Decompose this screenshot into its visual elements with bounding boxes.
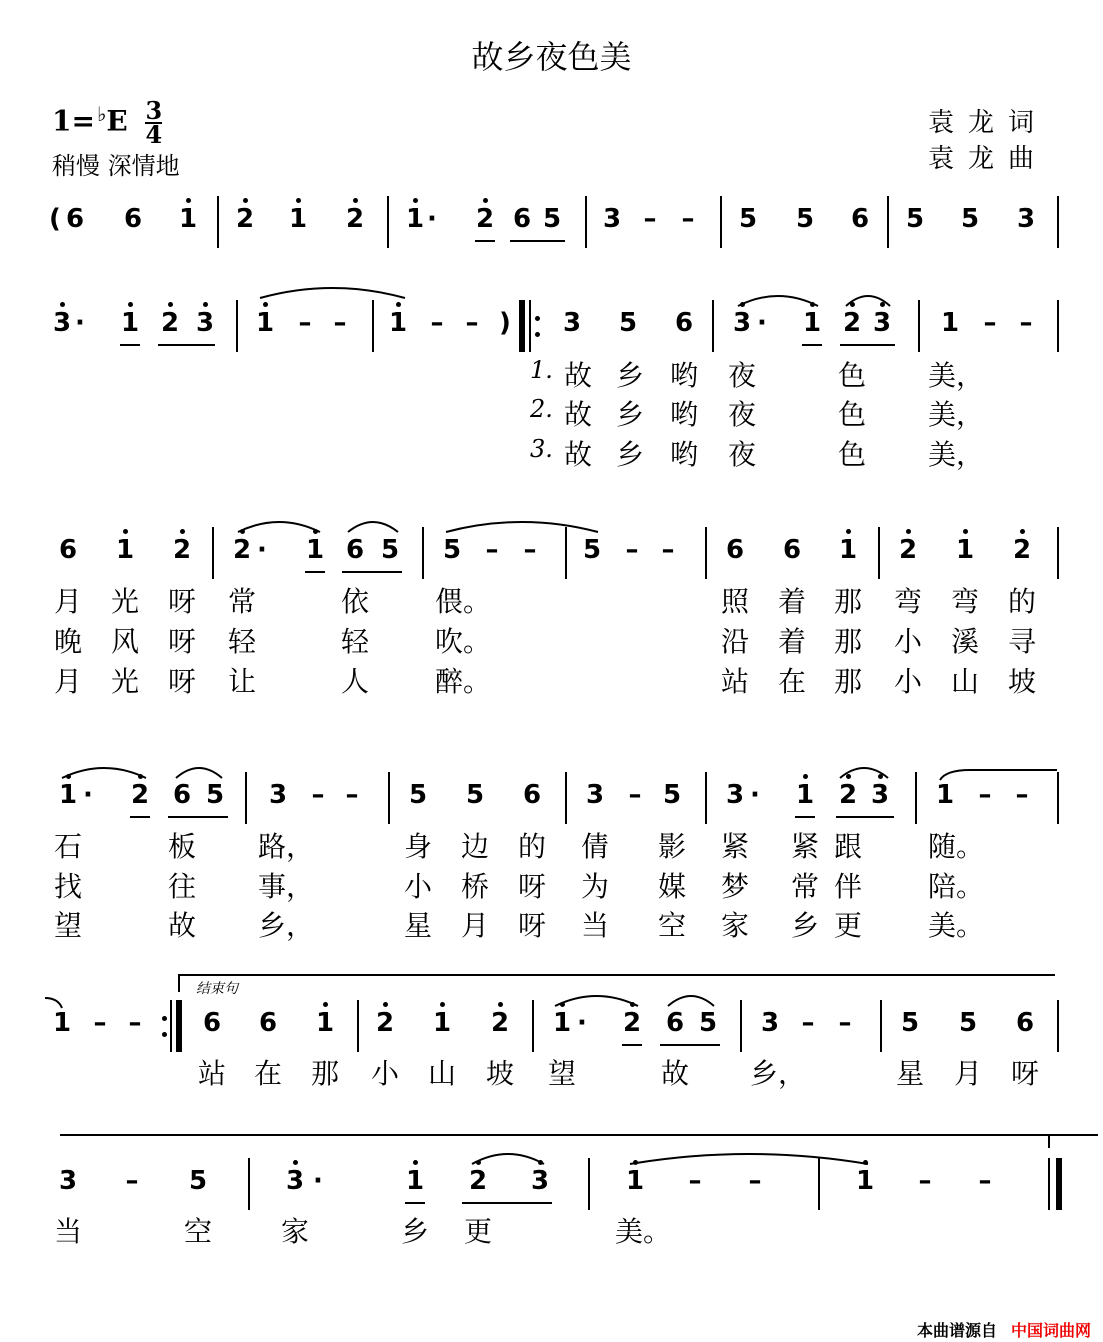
- note: 3: [58, 1166, 78, 1196]
- dash-extension: –: [748, 1166, 762, 1196]
- note: 2: [235, 204, 255, 234]
- note: 5: [465, 780, 485, 810]
- note: 3: [562, 308, 582, 338]
- note: 5: [662, 780, 682, 810]
- verse-number: 3.: [530, 435, 553, 463]
- dash-extension: –: [643, 204, 657, 234]
- lyric-syllable: 夜: [727, 438, 756, 471]
- slur: [446, 522, 598, 532]
- note: 1: [58, 780, 78, 810]
- note: 5: [205, 780, 225, 810]
- note: 3: [870, 780, 890, 810]
- lyric-syllable: 月: [460, 909, 489, 942]
- note: 5: [380, 535, 400, 565]
- lyric-syllable: 倩: [580, 830, 609, 863]
- lyric-syllable: 身: [403, 830, 432, 863]
- note: 1: [432, 1008, 452, 1038]
- lyric-syllable: 故: [660, 1057, 689, 1090]
- lyric-syllable: 当: [580, 909, 609, 942]
- note: 3: [52, 308, 72, 338]
- lyric-syllable: 望: [547, 1057, 576, 1090]
- note: 5: [442, 535, 462, 565]
- note: 2: [1012, 535, 1032, 565]
- composer-credit: 袁龙曲: [928, 144, 1049, 174]
- tempo-marking: 稍慢 深情地: [52, 152, 180, 180]
- note: 6: [665, 1008, 685, 1038]
- note: 2: [160, 308, 180, 338]
- dash-extension: –: [333, 308, 347, 338]
- note: 1: [838, 535, 858, 565]
- lyric-syllable: 跟: [833, 830, 862, 863]
- lyric-syllable: 呀: [1010, 1057, 1039, 1090]
- source-footer: [917, 1318, 1091, 1341]
- note: 6: [674, 308, 694, 338]
- lyric-syllable: 乡: [615, 359, 644, 392]
- lyric-syllable: 呀: [167, 665, 196, 698]
- lyric-syllable: 月: [53, 665, 82, 698]
- lyric-syllable: 轻: [340, 625, 369, 658]
- lyric-syllable: 山: [427, 1057, 456, 1090]
- dash-extension: –: [345, 780, 359, 810]
- lyric-syllable: 故: [563, 359, 592, 392]
- lyric-syllable: 着: [777, 625, 806, 658]
- dash-extension: –: [125, 1166, 139, 1196]
- note: 1: [940, 308, 960, 338]
- note: 1: [625, 1166, 645, 1196]
- note: 2: [842, 308, 862, 338]
- note: 3: [732, 308, 752, 338]
- note: 1: [178, 204, 198, 234]
- slur: [238, 522, 320, 532]
- lyric-syllable: 弯: [950, 585, 979, 618]
- lyric-syllable: 呀: [517, 870, 546, 903]
- note: 2: [130, 780, 150, 810]
- paren-open: (: [49, 204, 61, 234]
- note: 2: [375, 1008, 395, 1038]
- lyric-syllable: 板: [167, 830, 196, 863]
- note: 2: [490, 1008, 510, 1038]
- lyric-syllable: 美。: [615, 1215, 672, 1248]
- note: 6: [725, 535, 745, 565]
- lyric-syllable: 伴: [833, 870, 862, 903]
- note: 2: [172, 535, 192, 565]
- lyric-syllable: 找: [53, 870, 82, 903]
- ending-label: 结束句: [196, 981, 238, 997]
- lyric-syllable: 家: [280, 1215, 309, 1248]
- lyric-syllable: 更: [833, 909, 862, 942]
- dash-extension: –: [661, 535, 675, 565]
- verse-number: 1.: [530, 356, 553, 384]
- lyric-syllable: 小: [403, 870, 432, 903]
- lyric-syllable: 故: [563, 438, 592, 471]
- lyric-syllable: 望: [53, 909, 82, 942]
- note: 1: [405, 204, 425, 234]
- lyric-syllable: 哟: [669, 398, 698, 431]
- note: 1: [255, 308, 275, 338]
- lyric-syllable: 紧: [790, 830, 819, 863]
- note: 5: [958, 1008, 978, 1038]
- note: 1: [288, 204, 308, 234]
- lyric-syllable: 星: [403, 909, 432, 942]
- dot-extension: ·: [577, 1008, 587, 1038]
- note: 5: [188, 1166, 208, 1196]
- lyric-syllable: 小: [893, 625, 922, 658]
- lyric-syllable: 的: [1007, 585, 1036, 618]
- lyric-syllable: 呀: [167, 625, 196, 658]
- lyric-syllable: 人: [340, 665, 369, 698]
- dash-extension: –: [978, 1166, 992, 1196]
- note: 1: [405, 1166, 425, 1196]
- lyric-syllable: 乡: [615, 398, 644, 431]
- note: 6: [782, 535, 802, 565]
- note: 3: [268, 780, 288, 810]
- lyric-syllable: 色: [837, 398, 866, 431]
- lyric-syllable: 站: [197, 1057, 226, 1090]
- note: 6: [65, 204, 85, 234]
- lyric-syllable: 溪: [950, 625, 979, 658]
- lyric-syllable: 山: [950, 665, 979, 698]
- slur: [630, 1154, 868, 1164]
- lyric-syllable: 那: [833, 665, 862, 698]
- note: 6: [850, 204, 870, 234]
- slur: [176, 768, 222, 778]
- slur: [62, 768, 146, 778]
- note: 3: [760, 1008, 780, 1038]
- lyric-syllable: 哟: [669, 359, 698, 392]
- lyric-syllable: 色: [837, 359, 866, 392]
- lyric-syllable: 吹。: [435, 625, 492, 658]
- note: 6: [123, 204, 143, 234]
- slur: [668, 996, 714, 1006]
- dash-extension: –: [688, 1166, 702, 1196]
- lyric-syllable: 乡，: [258, 909, 315, 942]
- lyric-syllable: 常: [227, 585, 256, 618]
- lyric-syllable: 那: [310, 1057, 339, 1090]
- lyric-syllable: 沿: [720, 625, 749, 658]
- note: 6: [522, 780, 542, 810]
- dot-extension: ·: [313, 1166, 323, 1196]
- lyric-syllable: 陪。: [928, 870, 985, 903]
- tie-continuation: [940, 770, 1057, 780]
- note: 2: [898, 535, 918, 565]
- lyric-syllable: 为: [580, 870, 609, 903]
- note: 3: [725, 780, 745, 810]
- note: 1: [935, 780, 955, 810]
- lyric-syllable: 醉。: [435, 665, 492, 698]
- lyric-syllable: 乡: [615, 438, 644, 471]
- lyric-syllable: 的: [517, 830, 546, 863]
- dash-extension: –: [1019, 308, 1033, 338]
- dash-extension: –: [625, 535, 639, 565]
- lyric-syllable: 依: [340, 585, 369, 618]
- dash-extension: –: [93, 1008, 107, 1038]
- dash-extension: –: [485, 535, 499, 565]
- slur: [472, 1154, 544, 1164]
- note: 6: [202, 1008, 222, 1038]
- lyric-syllable: 星: [895, 1057, 924, 1090]
- lyric-syllable: 美。: [928, 909, 985, 942]
- slur: [738, 296, 818, 306]
- note: 1: [855, 1166, 875, 1196]
- dot-extension: ·: [257, 535, 267, 565]
- lyric-syllable: 美，: [928, 438, 985, 471]
- lyric-syllable: 小: [370, 1057, 399, 1090]
- dash-extension: –: [801, 1008, 815, 1038]
- lyric-syllable: 色: [837, 438, 866, 471]
- note: 5: [542, 204, 562, 234]
- note: 1: [795, 780, 815, 810]
- lyric-syllable: 美，: [928, 398, 985, 431]
- lyric-syllable: 轻: [227, 625, 256, 658]
- lyricist-credit: 袁龙词: [928, 108, 1049, 138]
- note: 2: [232, 535, 252, 565]
- dash-extension: –: [978, 780, 992, 810]
- lyric-syllable: 媒: [657, 870, 686, 903]
- lyric-syllable: 乡: [790, 909, 819, 942]
- dash-extension: –: [983, 308, 997, 338]
- note: 6: [1015, 1008, 1035, 1038]
- note: 1: [315, 1008, 335, 1038]
- lyric-syllable: 紧: [720, 830, 749, 863]
- lyric-syllable: 照: [720, 585, 749, 618]
- lyric-syllable: 月: [53, 585, 82, 618]
- note: 5: [795, 204, 815, 234]
- lyric-syllable: 光: [110, 585, 139, 618]
- note: 6: [172, 780, 192, 810]
- note: 6: [258, 1008, 278, 1038]
- note: 3: [530, 1166, 550, 1196]
- dash-extension: –: [681, 204, 695, 234]
- lyric-syllable: 站: [720, 665, 749, 698]
- slur: [555, 996, 638, 1006]
- note: 2: [475, 204, 495, 234]
- note: 5: [738, 204, 758, 234]
- dot-extension: ·: [75, 308, 85, 338]
- key-note: E: [106, 104, 128, 138]
- dot-extension: ·: [427, 204, 437, 234]
- note: 5: [698, 1008, 718, 1038]
- dash-extension: –: [1015, 780, 1029, 810]
- note: 6: [58, 535, 78, 565]
- time-signature-top: 3: [145, 96, 163, 125]
- lyric-syllable: 夜: [727, 359, 756, 392]
- dot-extension: ·: [757, 308, 767, 338]
- lyric-syllable: 梦: [720, 870, 749, 903]
- lyric-syllable: 那: [833, 625, 862, 658]
- note: 3: [585, 780, 605, 810]
- note: 3: [195, 308, 215, 338]
- lyric-syllable: 随。: [928, 830, 985, 863]
- slur: [260, 288, 405, 298]
- lyric-syllable: 小: [893, 665, 922, 698]
- dash-extension: –: [298, 308, 312, 338]
- lyric-syllable: 让: [227, 665, 256, 698]
- verse-number: 2.: [530, 395, 553, 423]
- note: 5: [582, 535, 602, 565]
- lyric-syllable: 事，: [258, 870, 315, 903]
- lyric-syllable: 故: [563, 398, 592, 431]
- lyric-syllable: 家: [720, 909, 749, 942]
- tie-end: [45, 998, 62, 1008]
- lyric-syllable: 当: [53, 1215, 82, 1248]
- lyric-syllable: 呀: [517, 909, 546, 942]
- note: 1: [552, 1008, 572, 1038]
- note: 3: [602, 204, 622, 234]
- lyric-syllable: 常: [790, 870, 819, 903]
- dash-extension: –: [430, 308, 444, 338]
- lyric-syllable: 风: [110, 625, 139, 658]
- lyric-syllable: 着: [777, 585, 806, 618]
- lyric-syllable: 坡: [485, 1057, 514, 1090]
- note: 1: [388, 308, 408, 338]
- note: 2: [622, 1008, 642, 1038]
- note: 6: [345, 535, 365, 565]
- note: 5: [618, 308, 638, 338]
- key-prefix: 1=: [52, 104, 95, 138]
- slur: [846, 296, 890, 306]
- lyric-syllable: 更: [463, 1215, 492, 1248]
- dash-extension: –: [523, 535, 537, 565]
- dash-extension: –: [918, 1166, 932, 1196]
- lyric-syllable: 路，: [258, 830, 315, 863]
- lyric-syllable: 美，: [928, 359, 985, 392]
- lyric-syllable: 桥: [460, 870, 489, 903]
- lyric-syllable: 光: [110, 665, 139, 698]
- lyric-syllable: 夜: [727, 398, 756, 431]
- lyric-syllable: 往: [167, 870, 196, 903]
- note: 1: [305, 535, 325, 565]
- dash-extension: –: [311, 780, 325, 810]
- note: 2: [345, 204, 365, 234]
- dash-extension: –: [628, 780, 642, 810]
- note: 5: [900, 1008, 920, 1038]
- lyric-syllable: 呀: [167, 585, 196, 618]
- dot-extension: ·: [83, 780, 93, 810]
- lyric-syllable: 空: [183, 1215, 212, 1248]
- lyric-syllable: 偎。: [435, 585, 492, 618]
- lyric-syllable: 坡: [1007, 665, 1036, 698]
- lyric-syllable: 那: [833, 585, 862, 618]
- note: 3: [1016, 204, 1036, 234]
- note: 5: [905, 204, 925, 234]
- song-title: 故乡夜色美: [471, 38, 632, 76]
- note: 1: [52, 1008, 72, 1038]
- note: 3: [872, 308, 892, 338]
- lyric-syllable: 乡，: [750, 1057, 807, 1090]
- dash-extension: –: [838, 1008, 852, 1038]
- lyric-syllable: 哟: [669, 438, 698, 471]
- lyric-syllable: 乡: [400, 1215, 429, 1248]
- dot-extension: ·: [750, 780, 760, 810]
- note: 3: [285, 1166, 305, 1196]
- note: 1: [802, 308, 822, 338]
- lyric-syllable: 寻: [1007, 625, 1036, 658]
- lyric-syllable: 空: [657, 909, 686, 942]
- lyric-syllable: 影: [657, 830, 686, 863]
- lyric-syllable: 月: [953, 1057, 982, 1090]
- lyric-syllable: 边: [460, 830, 489, 863]
- note: 1: [955, 535, 975, 565]
- lyric-syllable: 石: [53, 830, 82, 863]
- note: 1: [115, 535, 135, 565]
- note: 6: [512, 204, 532, 234]
- lyric-syllable: 在: [777, 665, 806, 698]
- lyric-syllable: 晚: [53, 625, 82, 658]
- slur: [348, 522, 398, 532]
- footer-site[interactable]: 中国词曲网: [1010, 1321, 1091, 1340]
- note: 5: [408, 780, 428, 810]
- slur: [840, 768, 888, 778]
- note: 2: [468, 1166, 488, 1196]
- time-signature-bottom: 4: [145, 120, 163, 149]
- flat-icon: ♭: [96, 101, 107, 126]
- paren-close: ): [499, 308, 511, 338]
- note: 5: [960, 204, 980, 234]
- lyric-syllable: 在: [253, 1057, 282, 1090]
- note: 1: [120, 308, 140, 338]
- dash-extension: –: [128, 1008, 142, 1038]
- note: 2: [838, 780, 858, 810]
- dash-extension: –: [465, 308, 479, 338]
- footer-source: 本曲谱源自: [916, 1321, 997, 1340]
- lyric-syllable: 弯: [893, 585, 922, 618]
- lyric-syllable: 故: [167, 909, 196, 942]
